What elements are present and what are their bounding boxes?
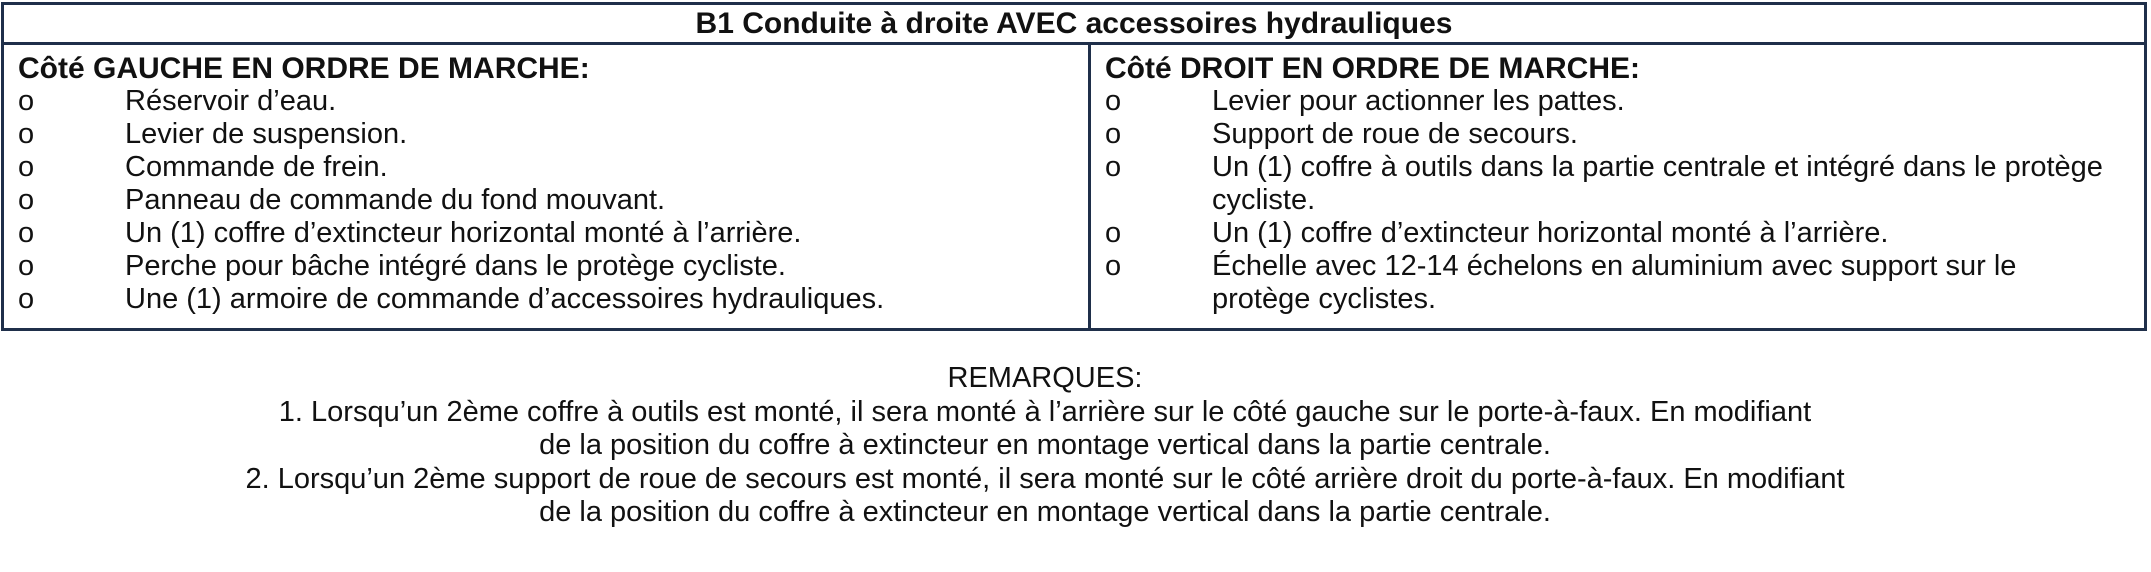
list-item	[18, 85, 1088, 118]
specification-table	[1, 2, 2147, 331]
list-item-text: Perche pour bâche intégré dans le protège cycliste.	[125, 250, 786, 282]
list-item	[18, 118, 1088, 151]
list-item-text: Levier de suspension.	[125, 118, 408, 150]
bullet-marker: o	[1105, 250, 1122, 282]
left-side-heading: Côté GAUCHE EN ORDRE DE MARCHE:	[18, 52, 590, 85]
list-item-text: Échelle avec 12-14 échelons en aluminium avec support sur le protège cyclistes.	[1212, 250, 2017, 315]
list-item-text: Une (1) armoire de commande d’accessoires hydrauliques.	[125, 283, 885, 315]
right-side-column	[1091, 45, 2144, 328]
list-item	[18, 250, 1088, 283]
remark-line: 1. Lorsqu’un 2ème coffre à outils est monté, il sera monté à l’arrière sur le côté gauche sur le porte-à-faux. En modifiant	[278, 395, 1812, 428]
list-item	[18, 283, 1088, 316]
remark-line: de la position du coffre à extincteur en montage vertical dans la partie centrale.	[539, 429, 1551, 461]
list-item-text: Un (1) coffre à outils dans la partie centrale et intégré dans le protège cycliste.	[1212, 151, 2103, 216]
bullet-marker: o	[1105, 151, 1122, 183]
bullet-marker: o	[18, 151, 35, 183]
remarks-section	[0, 362, 2090, 530]
bullet-marker: o	[18, 85, 35, 117]
bullet-marker: o	[1105, 217, 1122, 249]
bullet-marker: o	[18, 184, 35, 216]
list-item-text: Un (1) coffre d’extincteur horizontal monté à l’arrière.	[1212, 217, 1889, 249]
bullet-marker: o	[18, 283, 35, 315]
list-item	[1105, 250, 2144, 316]
list-item	[1105, 217, 2144, 250]
list-item	[18, 217, 1088, 250]
list-item-text: Support de roue de secours.	[1212, 118, 1578, 150]
list-item-text: Panneau de commande du fond mouvant.	[125, 184, 666, 216]
list-item-text: Levier pour actionner les pattes.	[1212, 85, 1625, 117]
bullet-marker: o	[18, 217, 35, 249]
remark-line: 2. Lorsqu’un 2ème support de roue de secours est monté, il sera monté sur le côté arrière droit du porte-à-faux. En modifiant	[245, 462, 1845, 495]
left-side-list	[18, 85, 1088, 316]
right-side-list	[1105, 85, 2144, 316]
bullet-marker: o	[18, 118, 35, 150]
table-title: B1 Conduite à droite AVEC accessoires hydrauliques	[4, 5, 2144, 45]
right-side-heading: Côté DROIT EN ORDRE DE MARCHE:	[1105, 52, 1641, 85]
bullet-marker: o	[1105, 118, 1122, 150]
list-item-text: Commande de frein.	[125, 151, 388, 183]
remarks-heading: REMARQUES:	[947, 362, 1143, 394]
list-item	[1105, 85, 2144, 118]
list-item	[18, 151, 1088, 184]
list-item-text: Un (1) coffre d’extincteur horizontal monté à l’arrière.	[125, 217, 802, 249]
list-item-text: Réservoir d’eau.	[125, 85, 337, 117]
list-item	[1105, 151, 2144, 217]
bullet-marker: o	[18, 250, 35, 282]
bullet-marker: o	[1105, 85, 1122, 117]
table-columns	[4, 45, 2144, 328]
left-side-column	[4, 45, 1091, 328]
list-item	[1105, 118, 2144, 151]
remark-line: de la position du coffre à extincteur en montage vertical dans la partie centrale.	[539, 496, 1551, 528]
list-item	[18, 184, 1088, 217]
